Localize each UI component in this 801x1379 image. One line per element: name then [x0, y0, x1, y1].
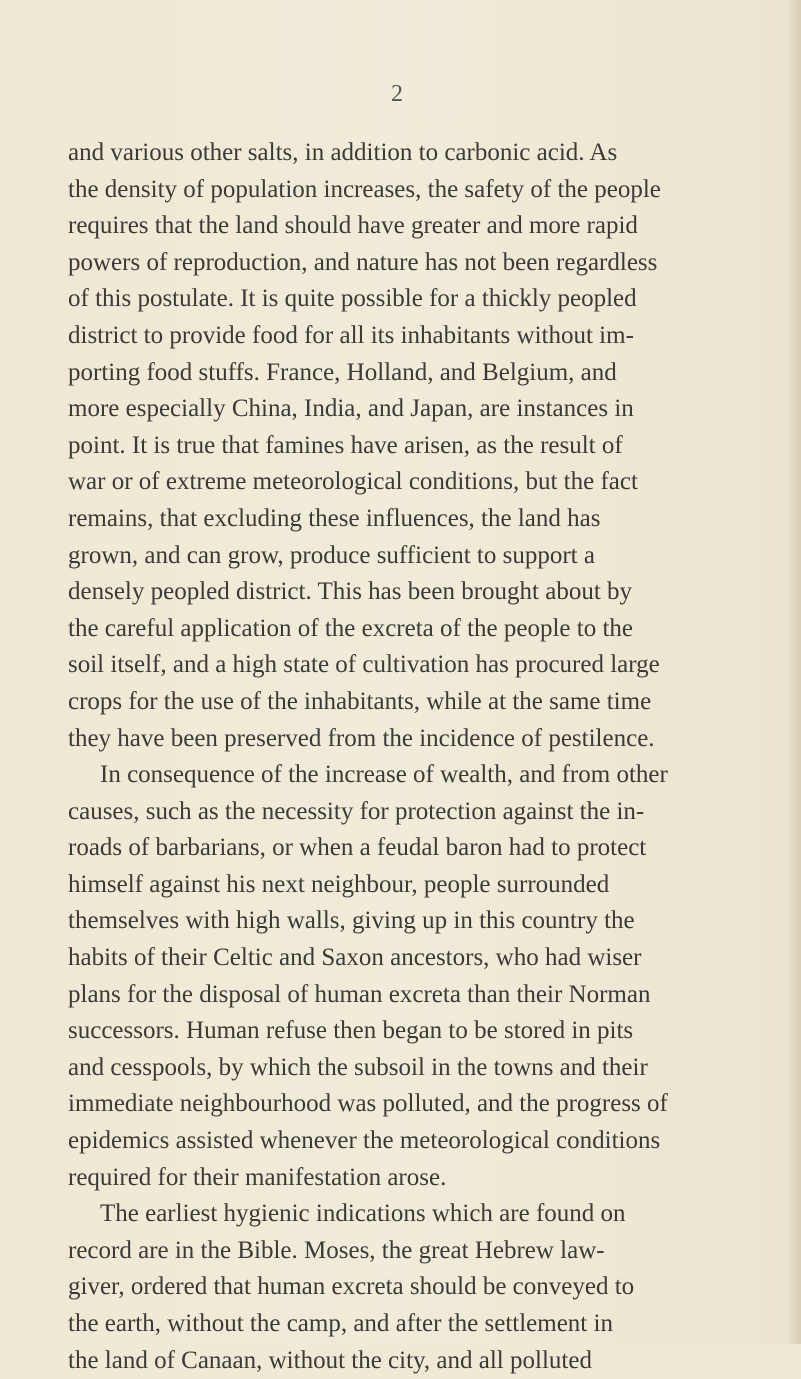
- text-line: record are in the Bible. Moses, the great Hebrew law-: [68, 1236, 605, 1264]
- text-line: the careful application of the excreta of the people to the: [68, 614, 634, 642]
- page-edge-shadow: [787, 0, 801, 1344]
- text-line: soil itself, and a high state of cultivation has procured large: [68, 651, 660, 679]
- text-line: grown, and can grow, produce sufficient to support a: [68, 541, 595, 569]
- text-line: district to provide food for all its inhabitants without im-: [68, 321, 634, 349]
- text-line: himself against his next neighbour, people surrounded: [68, 870, 610, 898]
- text-line: remains, that excluding these influences, the land has: [68, 504, 601, 532]
- text-line: causes, such as the necessity for protection against the in-: [68, 797, 645, 825]
- text-line: porting food stuffs. France, Holland, and Belgium, and: [68, 358, 617, 386]
- text-line: war or of extreme meteorological conditions, but the fact: [68, 468, 638, 496]
- text-line: habits of their Celtic and Saxon ancestors, who had wiser: [68, 944, 642, 972]
- text-line: roads of barbarians, or when a feudal baron had to protect: [68, 834, 647, 862]
- body-text: [68, 135, 708, 1379]
- text-line-paragraph-start: In consequence of the increase of wealth, and from other: [100, 761, 668, 789]
- text-line: and cesspools, by which the subsoil in the towns and their: [68, 1053, 648, 1081]
- page-number: 2: [391, 81, 403, 107]
- text-line: successors. Human refuse then began to be stored in pits: [68, 1017, 634, 1045]
- text-line: the land of Canaan, without the city, and all polluted: [68, 1346, 592, 1374]
- text-line: immediate neighbourhood was polluted, and the progress of: [68, 1090, 668, 1118]
- text-line: point. It is true that famines have arisen, as the result of: [68, 431, 623, 459]
- text-line: the earth, without the camp, and after the settlement in: [68, 1310, 613, 1337]
- text-line: crops for the use of the inhabitants, while at the same time: [68, 687, 652, 715]
- text-line: themselves with high walls, giving up in this country the: [68, 907, 635, 935]
- text-line-paragraph-start: The earliest hygienic indications which are found on: [100, 1200, 626, 1228]
- text-line: giver, ordered that human excreta should be conveyed to: [68, 1273, 635, 1301]
- text-line: of this postulate. It is quite possible for a thickly peopled: [68, 285, 637, 313]
- text-line: more especially China, India, and Japan, are instances in: [68, 395, 634, 423]
- text-line: requires that the land should have greater and more rapid: [68, 212, 638, 240]
- text-line: the density of population increases, the safety of the people: [68, 175, 661, 203]
- text-line: they have been preserved from the incidence of pestilence.: [68, 724, 655, 752]
- text-line: epidemics assisted whenever the meteorological conditions: [68, 1127, 661, 1155]
- text-line: powers of reproduction, and nature has not been regardless: [68, 248, 658, 276]
- text-line: plans for the disposal of human excreta than their Norman: [68, 980, 651, 1008]
- text-line: required for their manifestation arose.: [68, 1163, 447, 1191]
- text-line: and various other salts, in addition to carbonic acid. As: [68, 139, 618, 166]
- text-line: densely peopled district. This has been brought about by: [68, 578, 633, 606]
